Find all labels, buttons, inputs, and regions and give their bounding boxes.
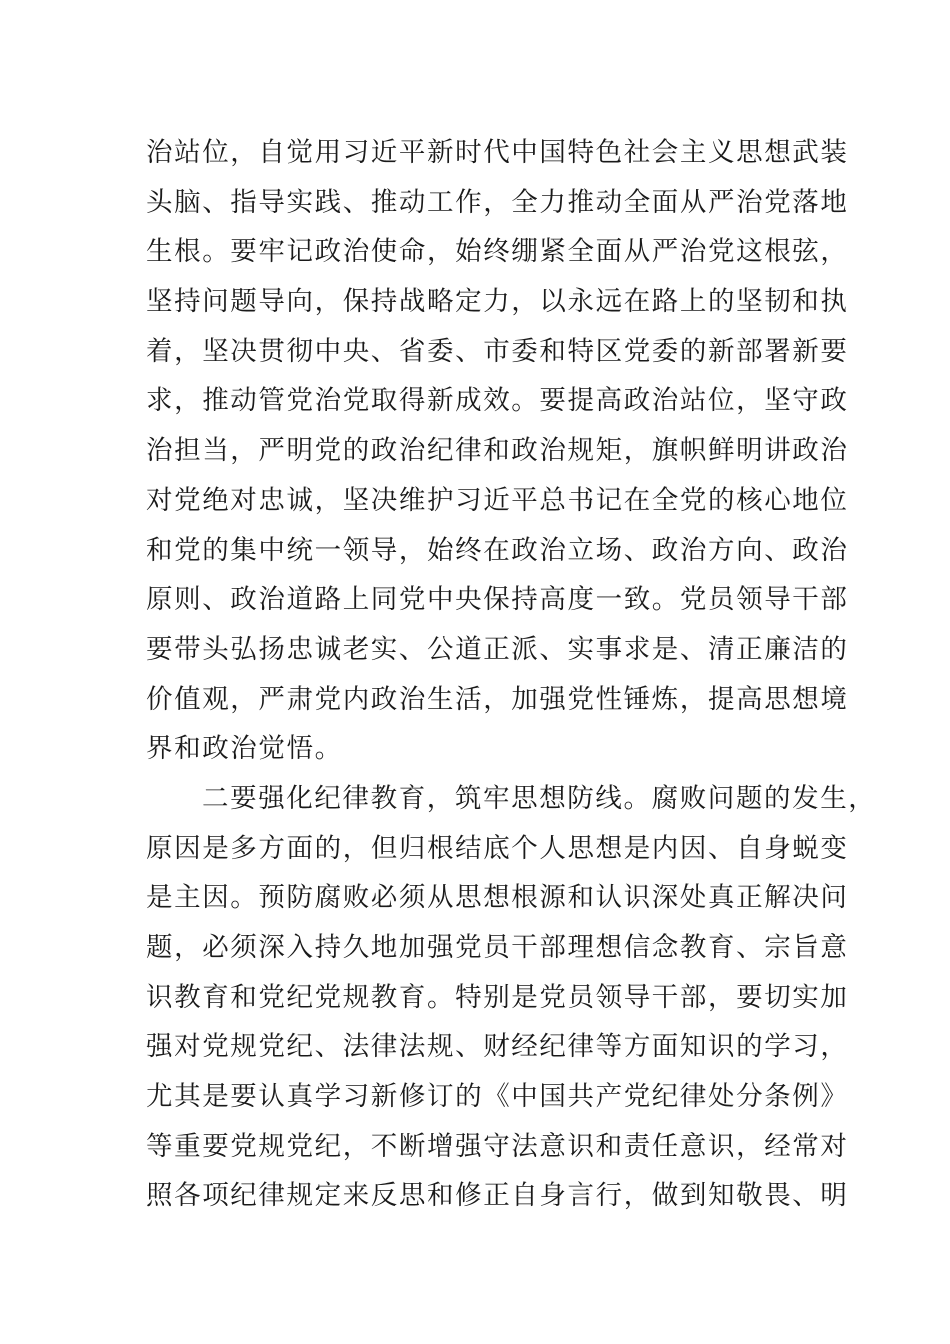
text-line: 价值观，严肃党内政治生活，加强党性锤炼，提高思想境 (146, 683, 849, 715)
paragraph-2 (146, 774, 877, 1221)
text-line: 和党的集中统一领导，始终在政治立场、政治方向、政治 (146, 534, 849, 566)
text-line-first-indented: 二要强化纪律教育，筑牢思想防线。腐败问题的发生， (202, 782, 877, 814)
text-line: 识教育和党纪党规教育。特别是党员领导干部，要切实加 (146, 981, 849, 1013)
text-line: 要带头弘扬忠诚老实、公道正派、实事求是、清正廉洁的 (146, 633, 849, 665)
text-line: 对党绝对忠诚，坚决维护习近平总书记在全党的核心地位 (146, 484, 849, 516)
text-line: 着，坚决贯彻中央、省委、市委和特区党委的新部署新要 (146, 335, 849, 367)
text-line: 等重要党规党纪，不断增强守法意识和责任意识，经常对 (146, 1130, 849, 1162)
text-line: 治担当，严明党的政治纪律和政治规矩，旗帜鲜明讲政治 (146, 435, 849, 467)
paragraph-1 (146, 128, 849, 774)
text-line: 强对党规党纪、法律法规、财经纪律等方面知识的学习， (146, 1031, 849, 1063)
document-body (146, 128, 877, 1221)
text-line: 坚持问题导向，保持战略定力，以永远在路上的坚韧和执 (146, 286, 849, 318)
text-line: 尤其是要认真学习新修订的《中国共产党纪律处分条例》 (146, 1081, 849, 1113)
text-line: 治站位，自觉用习近平新时代中国特色社会主义思想武装 (146, 137, 849, 168)
text-line: 求，推动管党治党取得新成效。要提高政治站位，坚守政 (146, 385, 849, 417)
text-line: 原因是多方面的，但归根结底个人思想是内因、自身蜕变 (146, 832, 849, 864)
text-line: 照各项纪律规定来反思和修正自身言行，做到知敬畏、明 (146, 1180, 849, 1212)
text-line: 头脑、指导实践、推动工作，全力推动全面从严治党落地 (146, 186, 849, 218)
text-line: 是主因。预防腐败必须从思想根源和认识深处真正解决问 (146, 882, 849, 914)
text-line: 原则、政治道路上同党中央保持高度一致。党员领导干部 (146, 584, 849, 616)
text-line: 生根。要牢记政治使命，始终绷紧全面从严治党这根弦， (146, 236, 849, 268)
text-line: 界和政治觉悟。 (146, 733, 343, 765)
text-line: 题，必须深入持久地加强党员干部理想信念教育、宗旨意 (146, 932, 849, 963)
